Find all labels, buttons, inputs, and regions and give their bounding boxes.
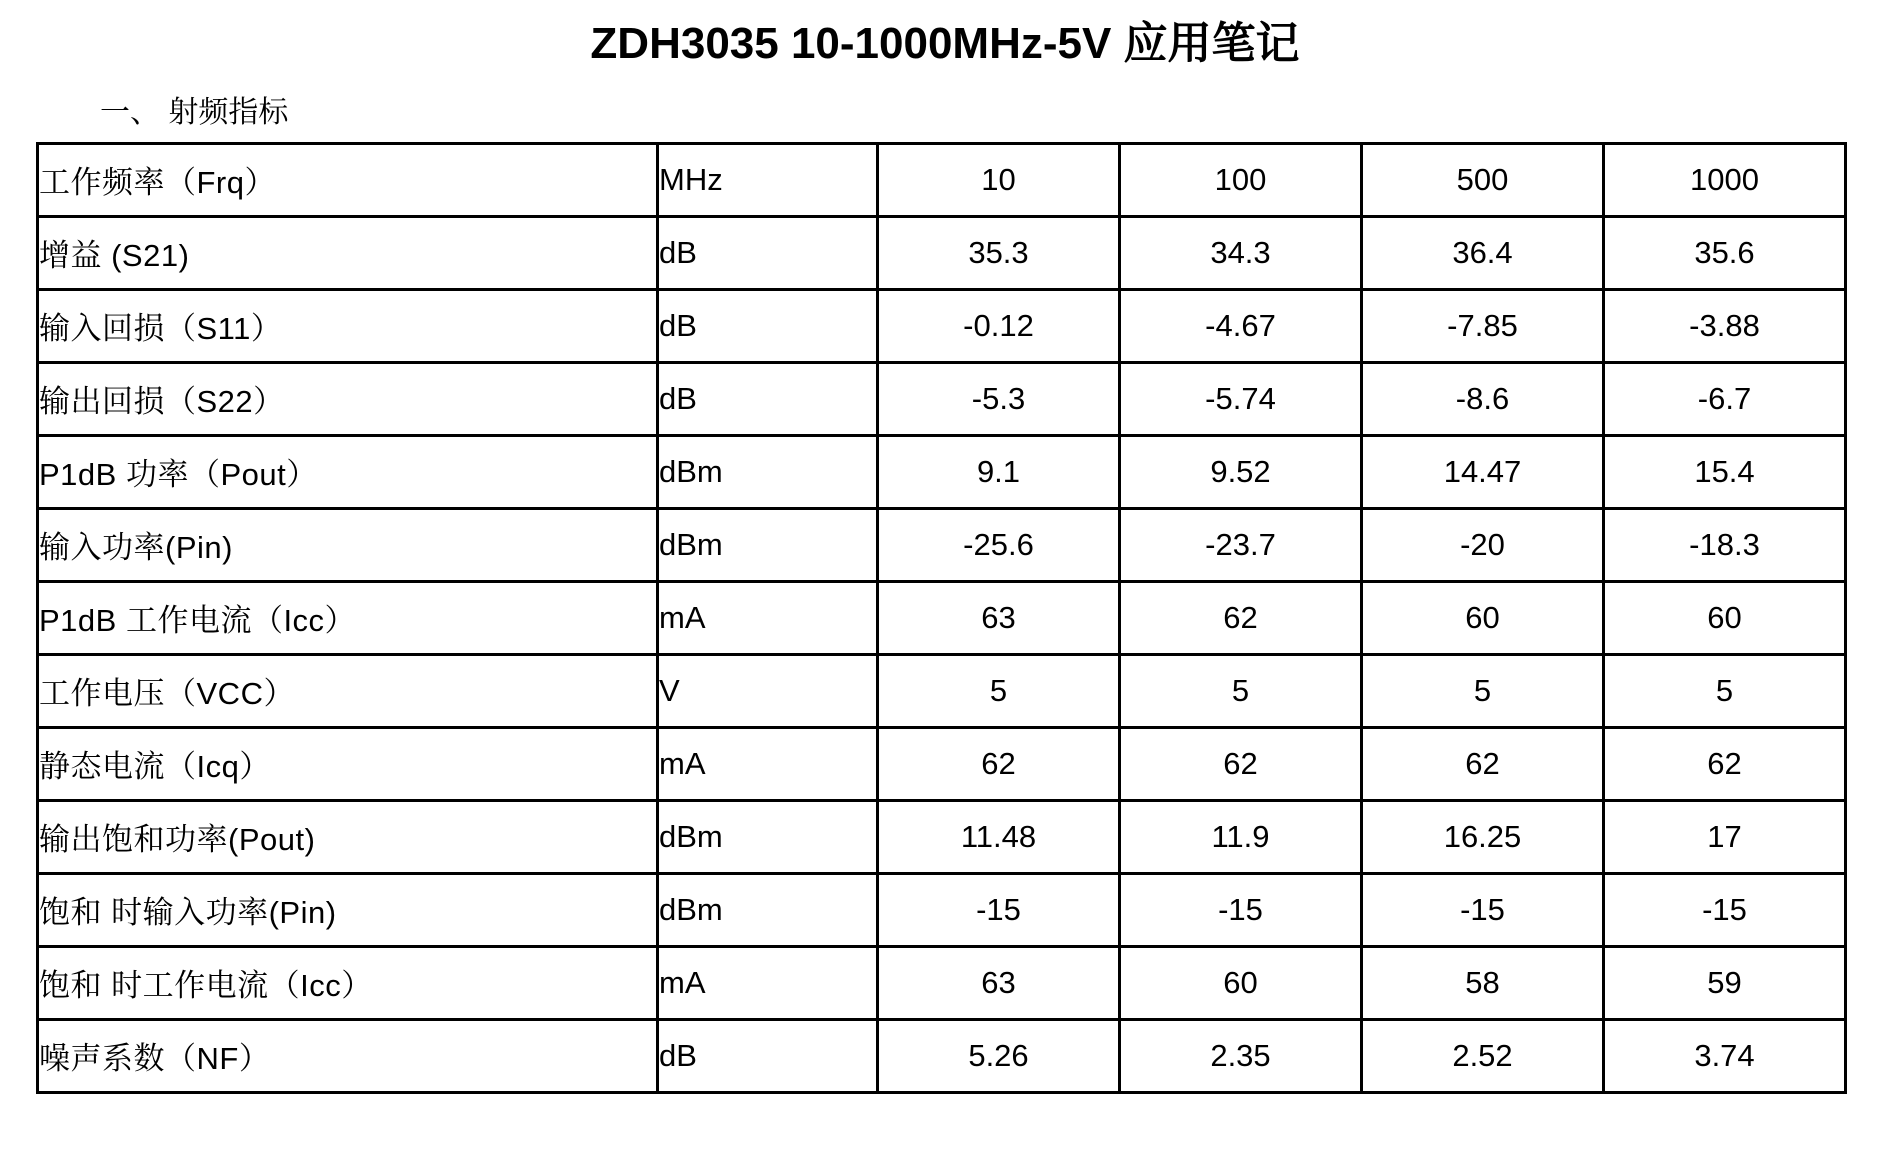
table-row [38, 800, 1846, 873]
page-title: ZDH3035 10-1000MHz-5V 应用笔记 [590, 19, 1300, 68]
row-value: -15 [1604, 873, 1846, 946]
row-value: -3.88 [1604, 289, 1846, 362]
row-value: 3.74 [1604, 1019, 1846, 1092]
row-unit: dB [658, 216, 878, 289]
row-value: -23.7 [1120, 508, 1362, 581]
row-value: 11.48 [878, 800, 1120, 873]
table-row [38, 216, 1846, 289]
row-unit: mA [658, 581, 878, 654]
row-value: 100 [1120, 143, 1362, 216]
table-row [38, 289, 1846, 362]
row-parameter: 输入功率(Pin) [38, 508, 658, 581]
row-parameter: 工作频率（Frq） [38, 143, 658, 216]
row-value: -25.6 [878, 508, 1120, 581]
row-value: 15.4 [1604, 435, 1846, 508]
rf-spec-table [36, 142, 1847, 1094]
row-value: 62 [1362, 727, 1604, 800]
table-row [38, 581, 1846, 654]
row-value: 35.3 [878, 216, 1120, 289]
row-parameter: 饱和 时输入功率(Pin) [38, 873, 658, 946]
row-unit: dBm [658, 800, 878, 873]
row-value: 9.52 [1120, 435, 1362, 508]
row-unit: dB [658, 362, 878, 435]
row-parameter: 输入回损（S11） [38, 289, 658, 362]
row-value: -18.3 [1604, 508, 1846, 581]
row-value: 36.4 [1362, 216, 1604, 289]
row-parameter: P1dB 工作电流（Icc） [38, 581, 658, 654]
row-parameter: 输出回损（S22） [38, 362, 658, 435]
table-row [38, 654, 1846, 727]
document-page [0, 18, 1890, 1170]
row-unit: MHz [658, 143, 878, 216]
row-value: 5 [878, 654, 1120, 727]
row-value: 62 [1120, 727, 1362, 800]
row-parameter: 噪声系数（NF） [38, 1019, 658, 1092]
row-value: 16.25 [1362, 800, 1604, 873]
row-unit: mA [658, 946, 878, 1019]
row-unit: dBm [658, 508, 878, 581]
table-row [38, 508, 1846, 581]
row-value: 60 [1604, 581, 1846, 654]
row-value: 500 [1362, 143, 1604, 216]
row-value: -4.67 [1120, 289, 1362, 362]
row-value: 60 [1362, 581, 1604, 654]
row-value: 62 [1120, 581, 1362, 654]
row-unit: dBm [658, 873, 878, 946]
row-value: 60 [1120, 946, 1362, 1019]
table-row [38, 873, 1846, 946]
row-value: -5.74 [1120, 362, 1362, 435]
section-heading: 一、 射频指标 [100, 95, 289, 129]
row-value: 5 [1120, 654, 1362, 727]
table-row [38, 946, 1846, 1019]
row-value: -15 [878, 873, 1120, 946]
table-row [38, 727, 1846, 800]
row-value: -8.6 [1362, 362, 1604, 435]
row-value: 14.47 [1362, 435, 1604, 508]
table-row [38, 1019, 1846, 1092]
row-unit: dB [658, 289, 878, 362]
row-value: 17 [1604, 800, 1846, 873]
row-value: -0.12 [878, 289, 1120, 362]
row-value: -15 [1362, 873, 1604, 946]
row-value: 62 [878, 727, 1120, 800]
row-value: 35.6 [1604, 216, 1846, 289]
table-row [38, 143, 1846, 216]
row-parameter: 输出饱和功率(Pout) [38, 800, 658, 873]
table-row [38, 362, 1846, 435]
row-value: 9.1 [878, 435, 1120, 508]
row-value: 5 [1362, 654, 1604, 727]
row-parameter: 饱和 时工作电流（Icc） [38, 946, 658, 1019]
row-value: 11.9 [1120, 800, 1362, 873]
row-value: -20 [1362, 508, 1604, 581]
row-value: 2.52 [1362, 1019, 1604, 1092]
row-unit: V [658, 654, 878, 727]
row-value: -6.7 [1604, 362, 1846, 435]
row-value: -5.3 [878, 362, 1120, 435]
row-parameter: P1dB 功率（Pout） [38, 435, 658, 508]
row-value: -15 [1120, 873, 1362, 946]
row-value: 58 [1362, 946, 1604, 1019]
row-unit: dBm [658, 435, 878, 508]
row-value: 62 [1604, 727, 1846, 800]
row-value: 10 [878, 143, 1120, 216]
row-value: 5 [1604, 654, 1846, 727]
row-value: 59 [1604, 946, 1846, 1019]
row-value: 2.35 [1120, 1019, 1362, 1092]
row-value: 63 [878, 946, 1120, 1019]
row-parameter: 工作电压（VCC） [38, 654, 658, 727]
row-value: 63 [878, 581, 1120, 654]
row-parameter: 增益 (S21) [38, 216, 658, 289]
row-value: 34.3 [1120, 216, 1362, 289]
row-unit: dB [658, 1019, 878, 1092]
row-unit: mA [658, 727, 878, 800]
row-value: 1000 [1604, 143, 1846, 216]
table-row [38, 435, 1846, 508]
row-value: -7.85 [1362, 289, 1604, 362]
row-value: 5.26 [878, 1019, 1120, 1092]
row-parameter: 静态电流（Icq） [38, 727, 658, 800]
